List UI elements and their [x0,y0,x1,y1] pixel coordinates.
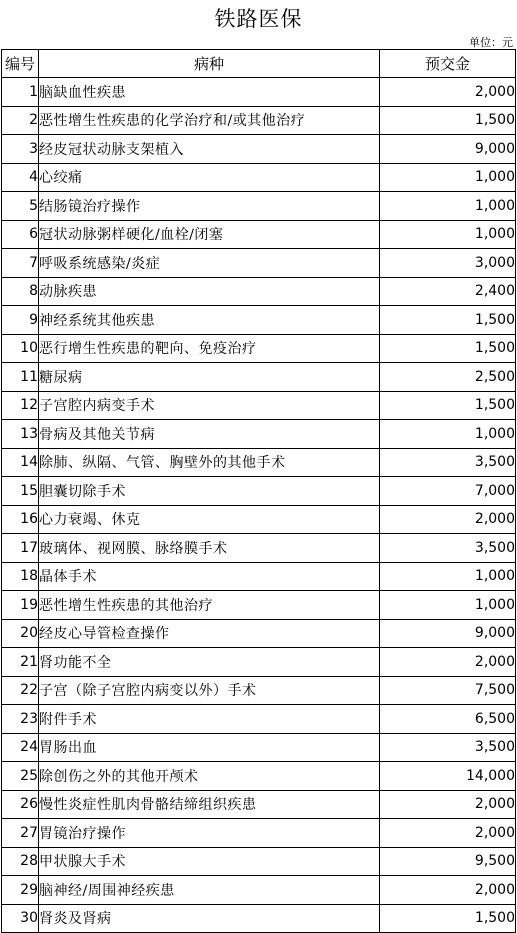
deposit-amount-cell: 2,000 [380,819,516,848]
row-number-cell: 8 [2,277,39,306]
disease-name-cell: 呼吸系统感染/炎症 [39,249,380,278]
disease-name-cell: 子宫（除子宫腔内病变以外）手术 [39,676,380,705]
row-number-cell: 6 [2,220,39,249]
table-row [2,220,516,249]
table-row [2,762,516,791]
header-disease: 病种 [39,50,380,78]
deposit-amount-cell: 1,500 [380,334,516,363]
deposit-amount-cell: 2,000 [380,78,516,107]
row-number-cell: 30 [2,904,39,933]
row-number-cell: 10 [2,334,39,363]
header-deposit: 预交金 [380,50,516,78]
deposit-amount-cell: 9,500 [380,847,516,876]
row-number-cell: 12 [2,391,39,420]
disease-name-cell: 子宫腔内病变手术 [39,391,380,420]
row-number-cell: 25 [2,762,39,791]
deposit-amount-cell: 1,500 [380,904,516,933]
disease-name-cell: 经皮心导管检查操作 [39,619,380,648]
disease-name-cell: 甲状腺大手术 [39,847,380,876]
row-number-cell: 23 [2,705,39,734]
table-row [2,277,516,306]
row-number-cell: 5 [2,192,39,221]
deposit-amount-cell: 1,500 [380,106,516,135]
disease-name-cell: 心绞痛 [39,163,380,192]
table-row [2,78,516,107]
deposit-amount-cell: 1,000 [380,562,516,591]
table-row [2,420,516,449]
disease-name-cell: 肾功能不全 [39,648,380,677]
deposit-amount-cell: 2,000 [380,505,516,534]
table-row [2,733,516,762]
table-row [2,705,516,734]
table-row [2,534,516,563]
deposit-amount-cell: 2,400 [380,277,516,306]
disease-name-cell: 胆囊切除手术 [39,477,380,506]
table-row [2,676,516,705]
deposit-amount-cell: 1,500 [380,306,516,335]
disease-name-cell: 糖尿病 [39,363,380,392]
deposit-amount-cell: 1,000 [380,163,516,192]
row-number-cell: 16 [2,505,39,534]
disease-name-cell: 晶体手术 [39,562,380,591]
deposit-amount-cell: 6,500 [380,705,516,734]
insurance-table [1,49,516,933]
table-row [2,619,516,648]
row-number-cell: 2 [2,106,39,135]
table-row [2,192,516,221]
deposit-amount-cell: 3,500 [380,733,516,762]
disease-name-cell: 除肺、纵隔、气管、胸壁外的其他手术 [39,448,380,477]
disease-name-cell: 脑缺血性疾患 [39,78,380,107]
row-number-cell: 14 [2,448,39,477]
row-number-cell: 4 [2,163,39,192]
deposit-amount-cell: 3,000 [380,249,516,278]
table-body [2,78,516,933]
row-number-cell: 18 [2,562,39,591]
table-row [2,505,516,534]
table-row [2,876,516,905]
deposit-amount-cell: 2,000 [380,790,516,819]
table-row [2,847,516,876]
disease-name-cell: 恶性增生性疾患的化学治疗和/或其他治疗 [39,106,380,135]
row-number-cell: 22 [2,676,39,705]
disease-name-cell: 脑神经/周围神经疾患 [39,876,380,905]
table-row [2,477,516,506]
disease-name-cell: 除创伤之外的其他开颅术 [39,762,380,791]
deposit-amount-cell: 1,000 [380,192,516,221]
table-row [2,135,516,164]
deposit-amount-cell: 1,000 [380,220,516,249]
table-row [2,363,516,392]
row-number-cell: 20 [2,619,39,648]
table-row [2,790,516,819]
disease-name-cell: 恶行增生性疾患的靶向、免疫治疗 [39,334,380,363]
deposit-amount-cell: 9,000 [380,135,516,164]
row-number-cell: 13 [2,420,39,449]
row-number-cell: 15 [2,477,39,506]
disease-name-cell: 胃肠出血 [39,733,380,762]
disease-name-cell: 动脉疾患 [39,277,380,306]
row-number-cell: 28 [2,847,39,876]
disease-name-cell: 胃镜治疗操作 [39,819,380,848]
deposit-amount-cell: 2,000 [380,876,516,905]
header-number: 编号 [2,50,39,78]
row-number-cell: 29 [2,876,39,905]
row-number-cell: 7 [2,249,39,278]
table-row [2,562,516,591]
table-row [2,819,516,848]
disease-name-cell: 附件手术 [39,705,380,734]
row-number-cell: 11 [2,363,39,392]
deposit-amount-cell: 3,500 [380,534,516,563]
row-number-cell: 21 [2,648,39,677]
deposit-amount-cell: 9,000 [380,619,516,648]
row-number-cell: 1 [2,78,39,107]
disease-name-cell: 神经系统其他疾患 [39,306,380,335]
disease-name-cell: 慢性炎症性肌肉骨骼结缔组织疾患 [39,790,380,819]
row-number-cell: 24 [2,733,39,762]
disease-name-cell: 经皮冠状动脉支架植入 [39,135,380,164]
row-number-cell: 26 [2,790,39,819]
table-row [2,904,516,933]
deposit-amount-cell: 7,500 [380,676,516,705]
table-row [2,163,516,192]
disease-name-cell: 心力衰竭、休克 [39,505,380,534]
disease-name-cell: 肾炎及肾病 [39,904,380,933]
deposit-amount-cell: 14,000 [380,762,516,791]
table-row [2,306,516,335]
disease-name-cell: 冠状动脉粥样硬化/血栓/闭塞 [39,220,380,249]
header-row [2,50,516,78]
deposit-amount-cell: 1,000 [380,591,516,620]
deposit-amount-cell: 7,000 [380,477,516,506]
table-row [2,391,516,420]
unit-label: 单位：元 [469,36,513,49]
deposit-amount-cell: 1,500 [380,391,516,420]
disease-name-cell: 玻璃体、视网膜、脉络膜手术 [39,534,380,563]
row-number-cell: 19 [2,591,39,620]
disease-name-cell: 骨病及其他关节病 [39,420,380,449]
row-number-cell: 17 [2,534,39,563]
row-number-cell: 27 [2,819,39,848]
table-row [2,249,516,278]
deposit-amount-cell: 2,500 [380,363,516,392]
row-number-cell: 9 [2,306,39,335]
deposit-amount-cell: 2,000 [380,648,516,677]
disease-name-cell: 恶性增生性疾患的其他治疗 [39,591,380,620]
row-number-cell: 3 [2,135,39,164]
deposit-amount-cell: 1,000 [380,420,516,449]
table-row [2,448,516,477]
disease-name-cell: 结肠镜治疗操作 [39,192,380,221]
table-row [2,591,516,620]
deposit-amount-cell: 3,500 [380,448,516,477]
table-row [2,648,516,677]
page-title: 铁路医保 [214,7,303,31]
table-row [2,334,516,363]
table-row [2,106,516,135]
